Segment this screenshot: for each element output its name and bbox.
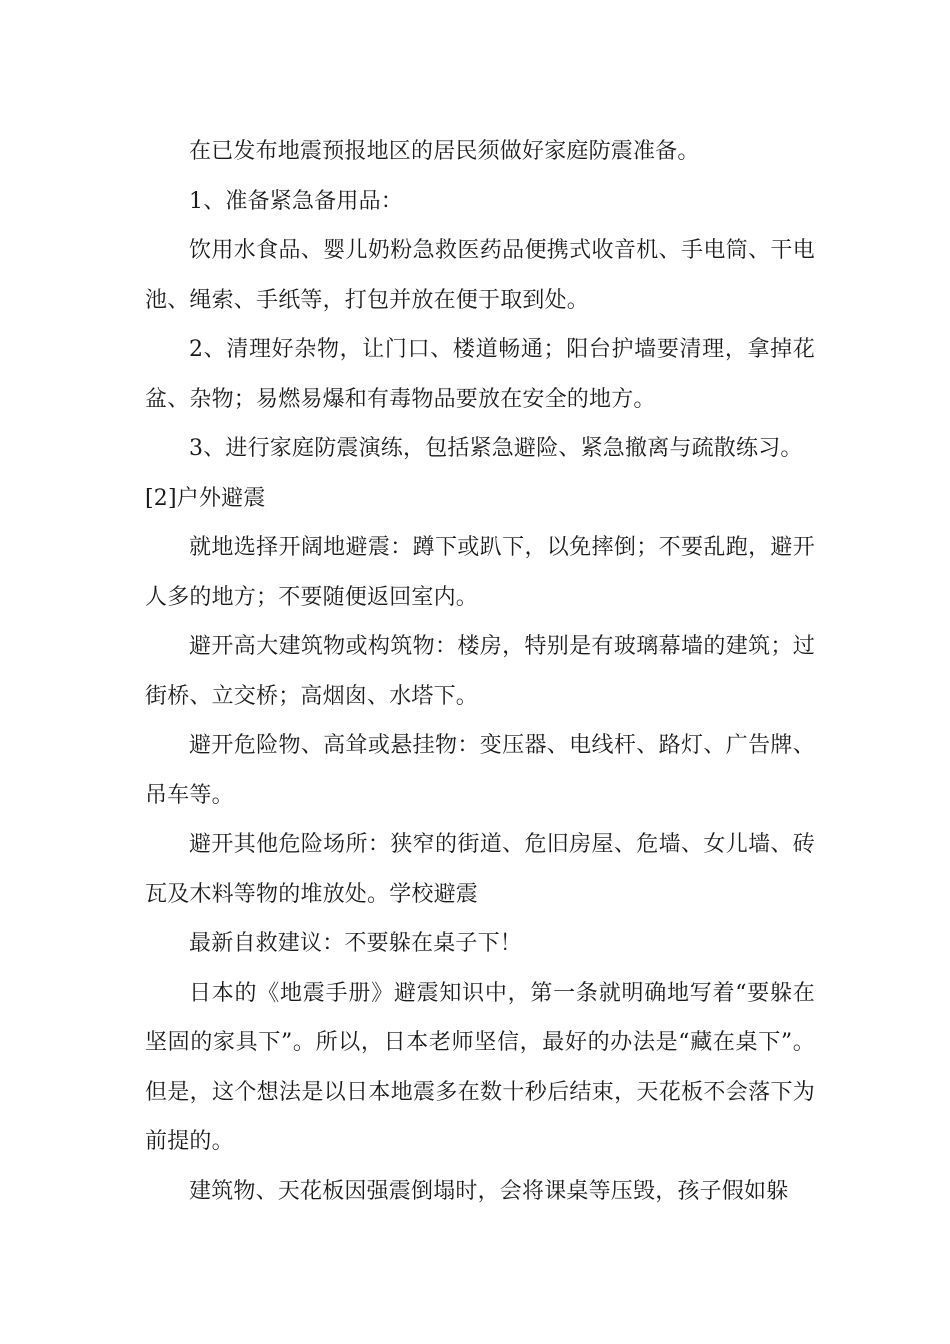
paragraph-item-1-heading: 1、准备紧急备用品： <box>189 188 403 214</box>
paragraph-item-2: 2、清理好杂物，让门口、楼道畅通；阳台护墙要清理，拿掉花盆、杂物；易燃易爆和有毒物品要放在安全的地方。 <box>145 337 815 412</box>
paragraph-japan-manual: 日本的《地震手册》避震知识中，第一条就明确地写着“要躲在坚固的家具下”。所以，日本老师坚信，最好的办法是“藏在桌下”。但是，这个想法是以日本地震多在数十秒后结束，天花板不会落下为前提的。 <box>145 980 815 1154</box>
paragraph-advice: 最新自救建议：不要躲在桌子下！ <box>189 931 523 956</box>
paragraph-open-ground: 就地选择开阔地避震：蹲下或趴下，以免摔倒；不要乱跑，避开人多的地方；不要随便返回室内。 <box>145 535 815 610</box>
paragraph-avoid-places: 避开其他危险场所：狭窄的街道、危旧房屋、危墙、女儿墙、砖瓦及木料等物的堆放处。学校避震 <box>145 832 815 907</box>
paragraph-collapse: 建筑物、天花板因强震倒塌时，会将课桌等压毁，孩子假如躲 <box>189 1178 789 1204</box>
paragraph-avoid-buildings: 避开高大建筑物或构筑物：楼房，特别是有玻璃幕墙的建筑；过街桥、立交桥；高烟囱、水塔下。 <box>145 634 815 709</box>
paragraph-intro: 在已发布地震预报地区的居民须做好家庭防震准备。 <box>189 139 700 164</box>
document-body <box>145 127 815 1216</box>
section-heading-outdoor: [2]户外避震 <box>145 485 266 511</box>
paragraph-avoid-hazards: 避开危险物、高耸或悬挂物：变压器、电线杆、路灯、广告牌、吊车等。 <box>145 733 815 808</box>
paragraph-emergency-supplies: 饮用水食品、婴儿奶粉急救医药品便携式收音机、手电筒、干电池、绳索、手纸等，打包并放在便于取到处。 <box>145 238 815 313</box>
paragraph-item-3: 3、进行家庭防震演练，包括紧急避险、紧急撤离与疏散练习。 <box>189 436 803 461</box>
